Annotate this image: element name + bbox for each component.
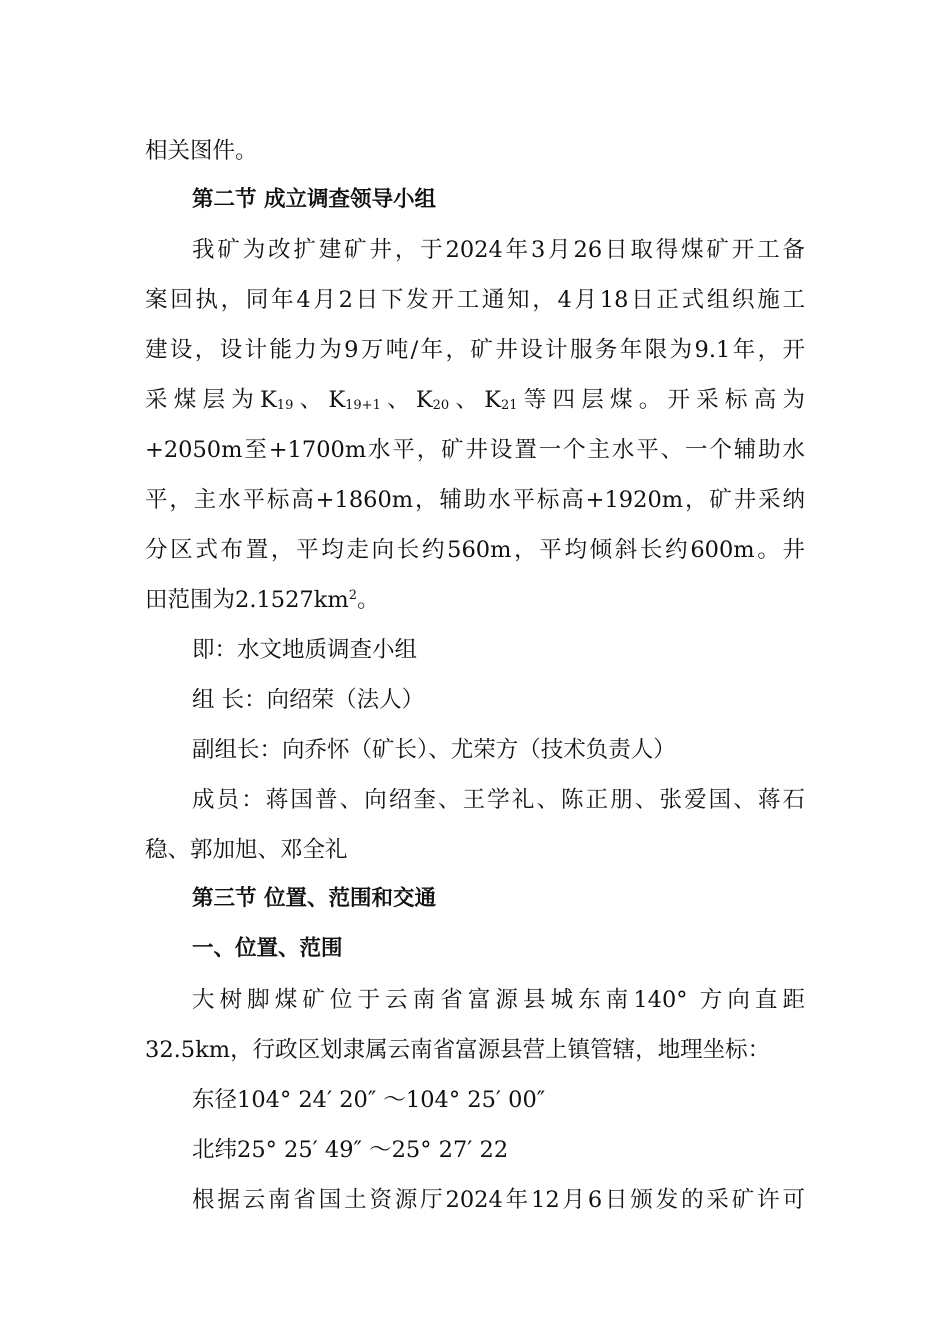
subsection-heading: 一、位置、范围 [192, 936, 343, 961]
paragraph-line: 案回执，同年4月2日下发开工通知，4月18日正式组织施工 [145, 287, 805, 313]
text-run: 采煤层为K [145, 387, 277, 413]
paragraph-line: 建设，设计能力为9万吨/年，矿井设计服务年限为9.1年，开 [145, 337, 805, 363]
paragraph-line-area [145, 585, 805, 615]
team-deputy: 副组长：向乔怀（矿长）、尤荣方（技术负责人） [192, 737, 676, 763]
text-run: 田范围为2.1527km [145, 587, 349, 613]
team-leader: 组 长：向绍荣（法人） [192, 687, 425, 713]
text-run: 、K [380, 387, 433, 413]
paragraph-line: 大树脚煤矿位于云南省富源县城东南140° 方向直距 [192, 987, 805, 1013]
team-members: 成员：蒋国普、向绍奎、王学礼、陈正朋、张爱国、蒋石 [192, 787, 805, 813]
text-run: 。 [356, 587, 380, 613]
subscript: 20 [432, 398, 450, 413]
subscript: 19 [276, 398, 294, 413]
paragraph-line: +2050m至+1700m水平，矿井设置一个主水平、一个辅助水 [145, 437, 805, 463]
paragraph-line: 根据云南省国土资源厅2024年12月6日颁发的采矿许可 [192, 1187, 805, 1213]
subscript: 19+1 [345, 398, 381, 413]
subscript: 21 [501, 398, 518, 413]
section-heading: 第三节 位置、范围和交通 [192, 886, 436, 911]
team-members-continued: 稳、郭加旭、邓全礼 [145, 837, 348, 863]
section-heading: 第二节 成立调查领导小组 [192, 187, 436, 212]
paragraph-line: 我矿为改扩建矿井，于2024年3月26日取得煤矿开工备 [192, 237, 805, 263]
text-run: 、K [449, 387, 501, 413]
superscript: 2 [348, 588, 357, 603]
text-run: 、K [293, 387, 346, 413]
paragraph-line: 分区式布置，平均走向长约560m，平均倾斜长约600m。井 [145, 537, 805, 563]
coordinate-east: 东径104° 24′ 20″ ～104° 25′ 00″ [192, 1087, 546, 1113]
paragraph-line: 32.5km，行政区划隶属云南省富源县营上镇管辖，地理坐标： [145, 1037, 771, 1063]
text-run: 等四层煤。开采标高为 [517, 387, 805, 413]
coordinate-north: 北纬25° 25′ 49″ ～25° 27′ 22 [192, 1137, 509, 1163]
paragraph-line: 相关图件。 [145, 138, 258, 164]
paragraph-line: 平，主水平标高+1860m，辅助水平标高+1920m，矿井采纳 [145, 487, 805, 513]
paragraph-line-coal-seams [145, 385, 805, 415]
team-intro: 即：水文地质调查小组 [192, 637, 418, 663]
